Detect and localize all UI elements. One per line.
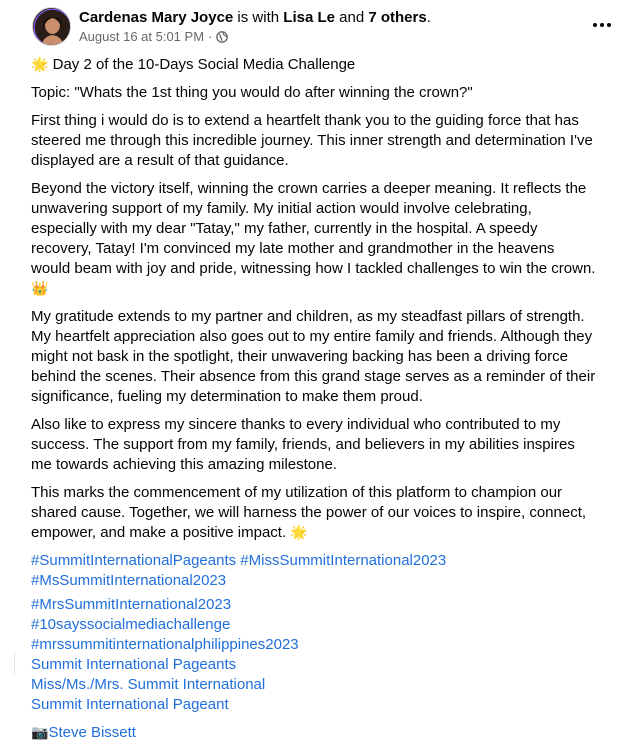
- paragraph-5: [31, 483, 597, 543]
- post-author-line: [79, 8, 431, 27]
- star-emoji: 🌟: [290, 525, 308, 541]
- meta-separator: ·: [208, 29, 213, 44]
- hashtag-block: [31, 551, 597, 591]
- avatar-image: [33, 8, 71, 46]
- crown-emoji: 👑: [31, 281, 49, 297]
- page-link[interactable]: Summit International Pageants: [31, 656, 237, 673]
- dot: [600, 23, 604, 27]
- with-text: is with: [237, 9, 280, 26]
- photographer-link[interactable]: Steve Bissett: [48, 724, 136, 741]
- hashtag-link[interactable]: #MsSummitInternational2023: [31, 572, 227, 589]
- paragraph-2-text: Beyond the victory itself, winning the crown carries a deeper meaning. It reflects the unwavering support of my family. My initial action would involve celebrating, especially with my dear "Tatay," my father, currently in the hospital. A speedy recovery, Tatay! I'm convinced my late mother and grandmother in the heavens would beam with joy and pride, witnessing how I tackled challenges to win the crown.: [31, 180, 596, 277]
- post-title: Day 2 of the 10-Days Social Media Challenge: [52, 56, 356, 73]
- hashtag-link[interactable]: #10sayssocialmediachallenge: [31, 616, 231, 633]
- hashtag-link[interactable]: #mrssummitinternationalphilippines2023: [31, 636, 299, 653]
- page-link[interactable]: Summit International Pageant: [31, 696, 229, 713]
- post-header: [32, 7, 618, 47]
- photo-credit: [31, 723, 597, 743]
- link-list: [31, 595, 597, 715]
- period: .: [426, 9, 431, 26]
- hashtag-link[interactable]: #SummitInternationalPageants: [31, 552, 237, 569]
- hashtag-link[interactable]: #MissSummitInternational2023: [240, 552, 447, 569]
- paragraph-2: [31, 179, 597, 299]
- others-link[interactable]: 7 others: [368, 9, 427, 26]
- paragraph-1: First thing i would do is to extend a heartfelt thank you to the guiding force that has steered me through this incredible journey. This inner strength and determination I've displayed are a result of that guidance.: [31, 112, 593, 169]
- divider-line: [14, 652, 15, 674]
- paragraph-3: My gratitude extends to my partner and children, as my steadfast pillars of strength. My heartfelt appreciation also goes out to my entire family and friends. Although they might not bask in the spotlight, their unwavering backing has been a driving force behind the scenes. Their absence from this grand stage serves as a reminder of their significance, fueling my determination to make them proud.: [31, 308, 596, 405]
- dot: [593, 23, 597, 27]
- post-meta: [79, 29, 228, 45]
- more-options-icon[interactable]: [588, 11, 616, 39]
- page-link[interactable]: Miss/Ms./Mrs. Summit International: [31, 676, 266, 693]
- post-title-line: [31, 55, 597, 75]
- star-emoji: 🌟: [31, 57, 49, 73]
- post-content: [31, 55, 597, 743]
- timestamp[interactable]: August 16 at 5:01 PM: [79, 29, 205, 44]
- hashtag-link[interactable]: #MrsSummitInternational2023: [31, 596, 232, 613]
- camera-icon: 📷: [31, 725, 49, 741]
- and-text: and: [339, 9, 365, 26]
- avatar[interactable]: [32, 7, 71, 46]
- topic-line: Topic: "Whats the 1st thing you would do after winning the crown?": [31, 84, 473, 101]
- paragraph-4: Also like to express my sincere thanks to every individual who contributed to my success. The support from my family, friends, and believers in my abilities inspires me towards achieving this amazing milestone.: [31, 416, 575, 473]
- globe-icon[interactable]: [216, 31, 228, 43]
- tagged-person[interactable]: Lisa Le: [283, 9, 335, 26]
- paragraph-5-text: This marks the commencement of my utilization of this platform to champion our shared cause. Together, we will harness the power of our voices to inspire, connect, empower, and make a positive impact.: [31, 484, 587, 541]
- dot: [607, 23, 611, 27]
- author-name[interactable]: Cardenas Mary Joyce: [79, 9, 234, 26]
